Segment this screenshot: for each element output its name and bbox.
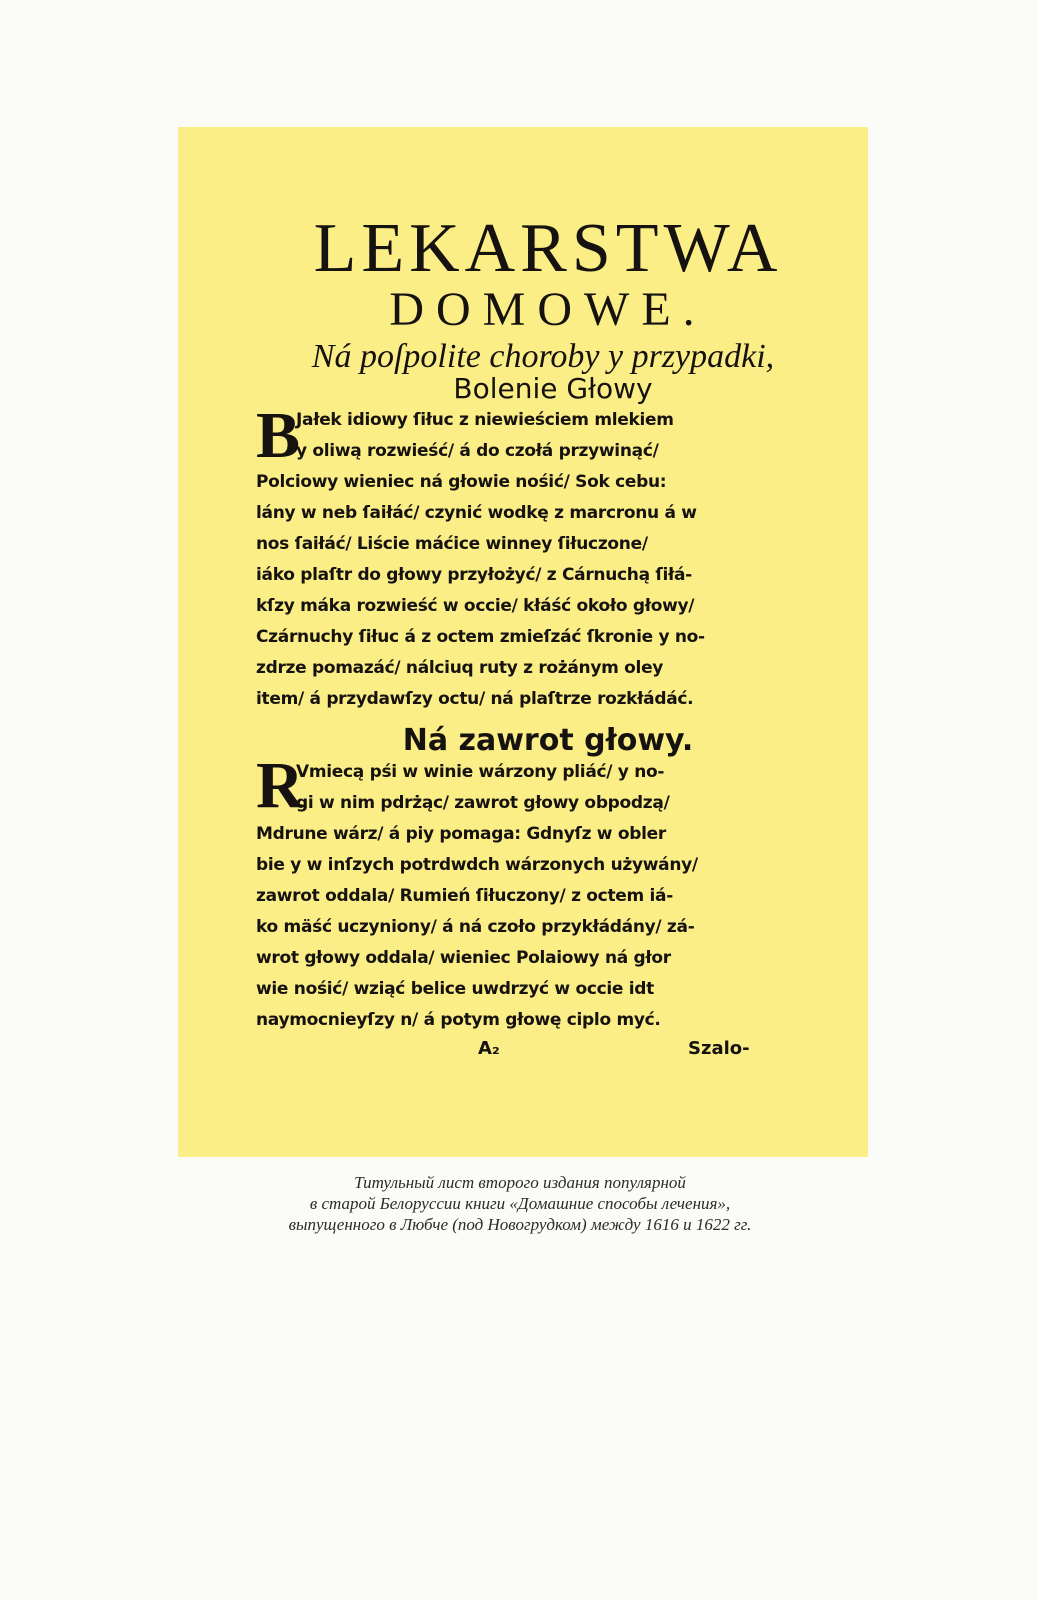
paragraph-dizziness <box>256 757 821 1036</box>
paragraph-line: wrot głowy oddala/ wieniec Polaiowy ná głor <box>256 948 671 968</box>
caption-line: выпущенного в Любче (под Новогрудком) между 1616 и 1622 гг. <box>288 1215 752 1234</box>
figure-caption <box>100 1172 940 1235</box>
paragraph-line: y oliwą rozwieść/ á do czołá przywinąć/ <box>296 441 659 461</box>
caption-line: в старой Белоруссии книги «Домашние способы лечения», <box>309 1194 731 1213</box>
paragraph-line: item/ á przydawſzy octu/ ná plaſtrze rozkłádáć. <box>256 689 694 709</box>
drop-cap-r: R <box>256 749 304 822</box>
paragraph-line: Jałek idiowy ſiłuc z niewieściem mlekiem <box>296 410 674 430</box>
paragraph-line: Czárnuchy ſiłuc á z octem zmieſzáć ſkronie y no- <box>256 627 705 647</box>
paragraph-line: gi w nim pdrżąc/ zawrot głowy obpodzą/ <box>296 793 670 813</box>
catchword: Szalo- <box>688 1038 750 1059</box>
paragraph-line: lány w neb ſaiłáć/ czynić wodkę z marcronu á w <box>256 503 697 523</box>
section-heading-dizziness: Ná zawrot głowy. <box>402 723 694 758</box>
caption-line: Титульный лист второго издания популярной <box>354 1173 686 1192</box>
paragraph-line: nos ſaiłáć/ Liście máćice winney ſiłuczone/ <box>256 534 648 554</box>
paragraph-line: zdrze pomazáć/ nálciuq ruty z rożánym oley <box>256 658 664 678</box>
paragraph-line: Vmiecą pśi w winie wárzony pliáć/ y no- <box>296 762 665 782</box>
signature-mark: A₂ <box>478 1038 500 1059</box>
book-title-line-2: DOMOWE. <box>389 283 707 336</box>
paragraph-line: wie nośić/ wziąć belice uwdrzyć w occie idt <box>256 979 654 999</box>
paragraph-line: Polciowy wieniec ná głowie nośić/ Sok cebu: <box>256 472 667 492</box>
section-heading-headache: Bolenie Głowy <box>453 372 653 405</box>
paragraph-line: kſzy máka rozwieść w occie/ kłáść około głowy/ <box>256 596 695 616</box>
paragraph-line: iáko plaſtr do głowy przyłożyć/ z Cárnuchą ſiłá- <box>256 565 692 585</box>
paragraph-line: zawrot oddala/ Rumień ſiłuczony/ z octem iá- <box>256 886 673 906</box>
paragraph-line: Mdrune wárz/ á piy pomaga: Gdnyſz w obler <box>256 824 666 844</box>
paragraph-line: bie y w inſzych potrdwdch wárzonych używány/ <box>256 855 698 875</box>
book-title-line-1: LEKARSTWA <box>313 210 783 287</box>
drop-cap-b: B <box>256 399 301 472</box>
paragraph-line: naymocnieyſzy n/ á potym głowę ciplo myć. <box>256 1010 661 1030</box>
paragraph-line: ko mäść uczyniony/ á ná czoło przykłádány/ zá- <box>256 917 695 937</box>
paragraph-headache <box>256 399 821 715</box>
book-subtitle: Ná poſpolite choroby y przypadki, <box>311 338 775 375</box>
title-page-plate <box>178 127 868 1157</box>
